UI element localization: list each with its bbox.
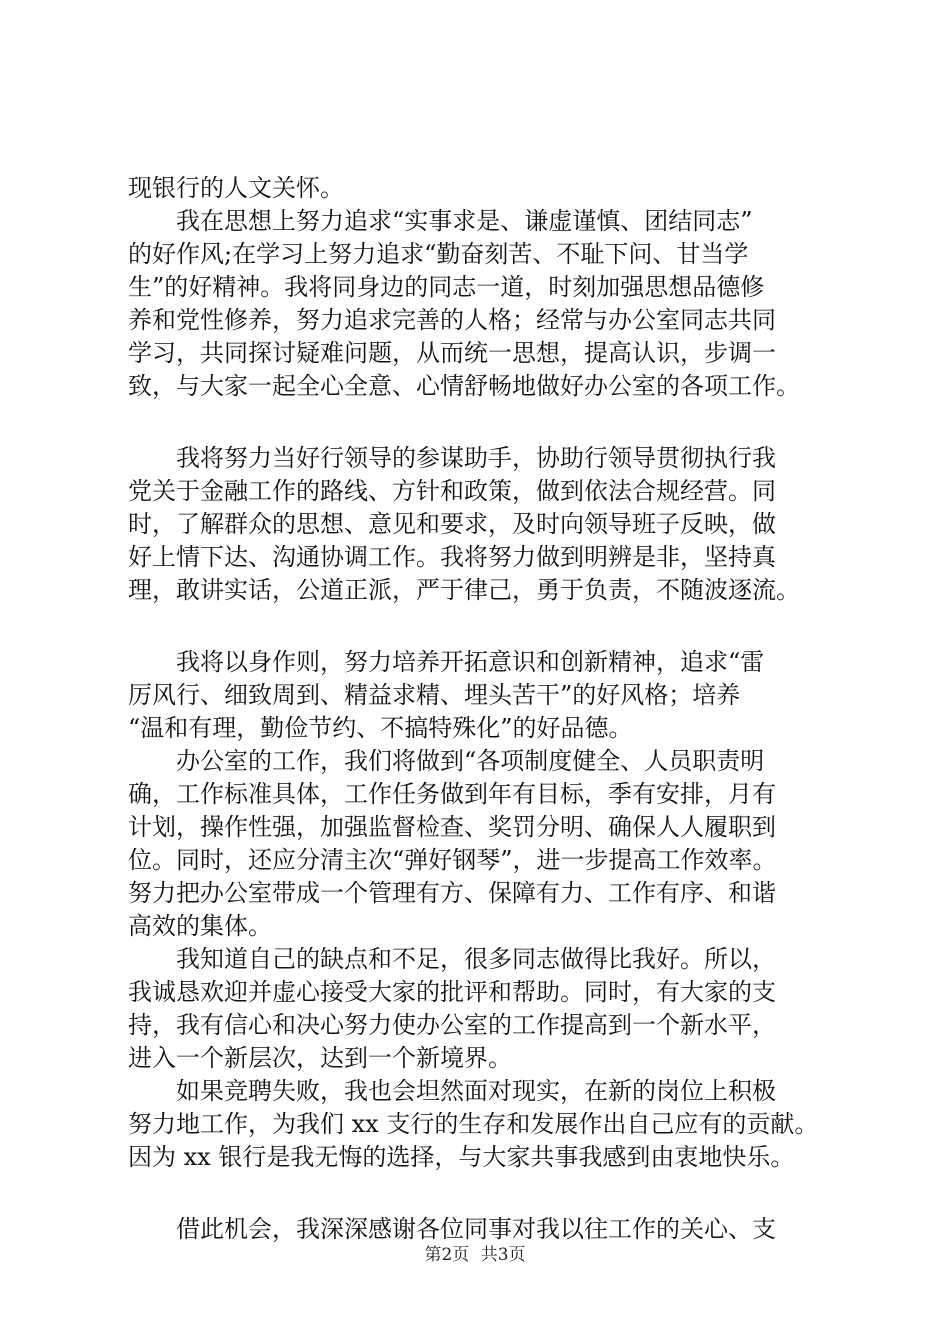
text-line: 我将努力当好行领导的参谋助手，协助行领导贯彻执行我 bbox=[128, 444, 776, 472]
text-line: 党关于金融工作的路线、方针和政策，做到依法合规经营。同 bbox=[128, 477, 776, 505]
paragraph-2 bbox=[128, 205, 828, 403]
text-line: 养和党性修养，努力追求完善的人格；经常与办公室同志共同 bbox=[128, 306, 776, 334]
text-line: 因为 xx 银行是我无悔的选择，与大家共事我感到由衷地快乐。 bbox=[128, 1143, 795, 1171]
text-line: 如果竞聘失败，我也会坦然面对现实，在新的岗位上积极 bbox=[128, 1077, 776, 1105]
text-line: 现银行的人文关怀。 bbox=[128, 174, 344, 202]
text-line: 确，工作标准具体，工作任务做到年有目标，季有安排，月有 bbox=[128, 780, 776, 808]
text-line: 我在思想上努力追求“实事求是、谦虚谨慎、团结同志” bbox=[128, 207, 753, 235]
text-line: 理，敢讲实话，公道正派，严于律己，勇于负责，不随波逐流。 bbox=[128, 576, 800, 604]
text-line: 计划，操作性强，加强监督检查、奖罚分明、确保人人履职到 bbox=[128, 813, 776, 841]
text-line: 高效的集体。 bbox=[128, 912, 272, 940]
text-line: 我知道自己的缺点和不足，很多同志做得比我好。所以， bbox=[128, 945, 776, 973]
text-line: 生”的好精神。我将同身边的同志一道，时刻加强思想品德修 bbox=[128, 273, 765, 301]
text-line: 努力地工作，为我们 xx 支行的生存和发展作出自己应有的贡献。 bbox=[128, 1110, 819, 1138]
text-line: “温和有理，勤俭节约、不搞特殊化”的好品德。 bbox=[128, 714, 633, 742]
text-line: 持，我有信心和决心努力使办公室的工作提高到一个新水平， bbox=[128, 1011, 776, 1039]
text-line: 我诚恳欢迎并虚心接受大家的批评和帮助。同时，有大家的支 bbox=[128, 978, 776, 1006]
text-line: 学习，共同探讨疑难问题，从而统一思想，提高认识，步调一 bbox=[128, 339, 776, 367]
text-line: 努力把办公室带成一个管理有方、保障有力、工作有序、和谐 bbox=[128, 879, 776, 907]
page-total: 共3页 bbox=[480, 1245, 526, 1265]
paragraph-1 bbox=[128, 172, 828, 205]
page-footer bbox=[0, 1244, 950, 1266]
paragraph-4 bbox=[128, 646, 828, 1174]
text-line: 办公室的工作，我们将做到“各项制度健全、人员职责明 bbox=[128, 747, 765, 775]
text-line: 好上情下达、沟通协调工作。我将努力做到明辨是非，坚持真 bbox=[128, 543, 776, 571]
paragraph-5 bbox=[128, 1213, 828, 1246]
paragraph-spacer bbox=[128, 403, 828, 442]
page-number: 第2页 bbox=[424, 1245, 470, 1265]
text-line: 位。同时，还应分清主次“弹好钢琴”，进一步提高工作效率。 bbox=[128, 846, 777, 874]
text-line: 致，与大家一起全心全意、心情舒畅地做好办公室的各项工作。 bbox=[128, 372, 800, 400]
paragraph-3 bbox=[128, 442, 828, 607]
text-line: 时，了解群众的思想、意见和要求，及时向领导班子反映，做 bbox=[128, 510, 776, 538]
paragraph-spacer bbox=[128, 607, 828, 646]
text-line: 进入一个新层次，达到一个新境界。 bbox=[128, 1044, 512, 1072]
text-line: 厉风行、细致周到、精益求精、埋头苦干”的好风格；培养 bbox=[128, 681, 741, 709]
document-body bbox=[128, 172, 828, 1246]
paragraph-spacer bbox=[128, 1174, 828, 1213]
text-line: 的好作风;在学习上努力追求“勤奋刻苦、不耻下问、甘当学 bbox=[128, 240, 749, 268]
text-line: 借此机会，我深深感谢各位同事对我以往工作的关心、支 bbox=[128, 1215, 776, 1243]
text-line: 我将以身作则，努力培养开拓意识和创新精神，追求“雷 bbox=[128, 648, 765, 676]
